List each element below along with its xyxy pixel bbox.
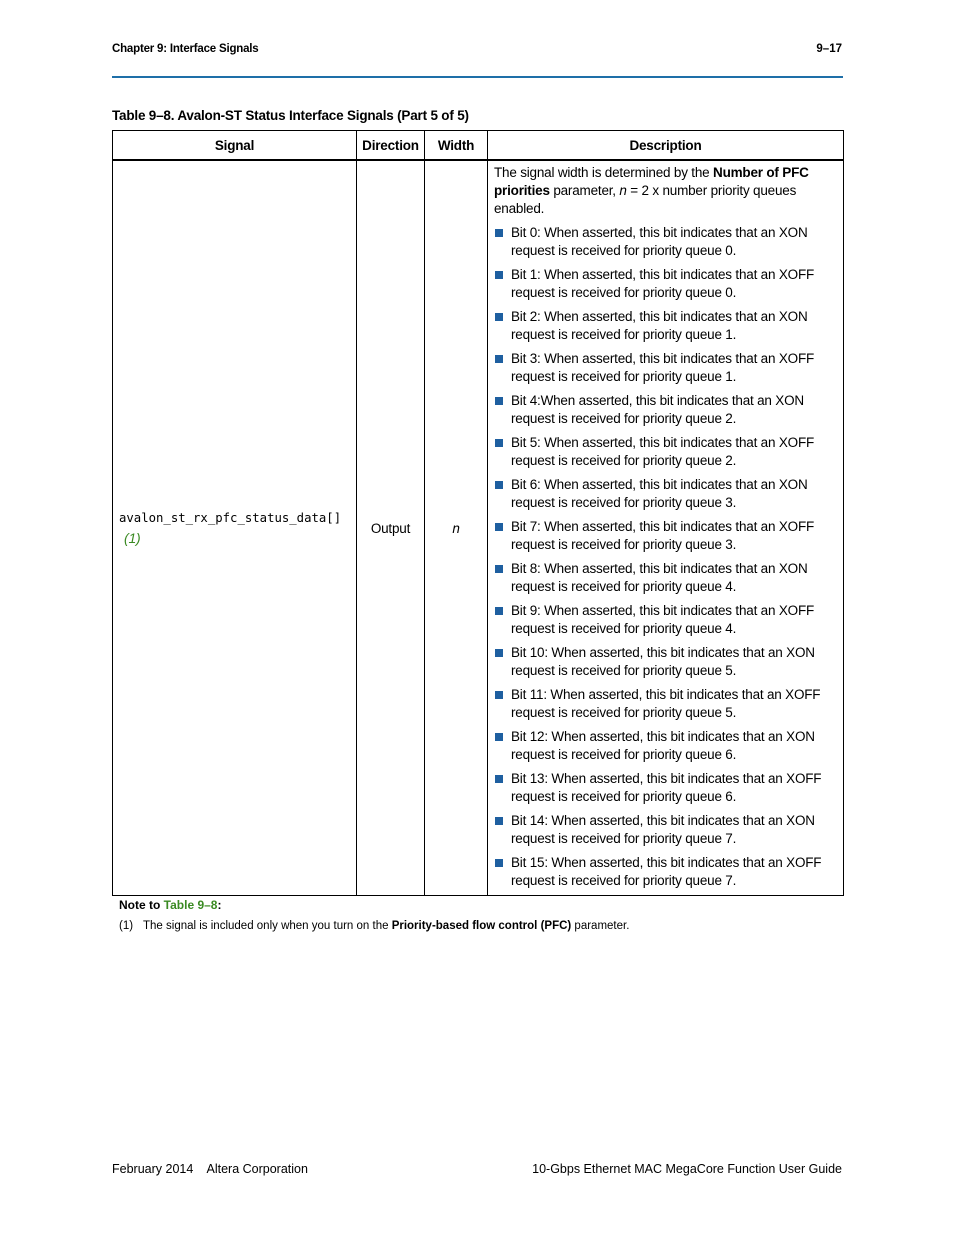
bit-item: Bit 15: When asserted, this bit indicates that an XOFF request is received for priority queue 7. bbox=[494, 854, 833, 890]
bit-item: Bit 9: When asserted, this bit indicates that an XOFF request is received for priority queue 4. bbox=[494, 602, 833, 638]
bit-list bbox=[494, 224, 833, 890]
width-cell bbox=[425, 160, 488, 896]
square-bullet-icon bbox=[495, 565, 503, 573]
notes-title: Note to Table 9–8: bbox=[119, 898, 222, 912]
description-cell bbox=[488, 160, 844, 896]
signal-name: avalon_st_rx_pfc_status_data[] bbox=[119, 511, 342, 525]
square-bullet-icon bbox=[495, 733, 503, 741]
square-bullet-icon bbox=[495, 607, 503, 615]
header-rule bbox=[112, 76, 843, 78]
footer-guide-title: 10-Gbps Ethernet MAC MegaCore Function User Guide bbox=[532, 1162, 842, 1176]
square-bullet-icon bbox=[495, 271, 503, 279]
note-item: (1) The signal is included only when you turn on the Priority-based flow control (PFC) parameter. bbox=[119, 920, 630, 932]
page-number: 9–17 bbox=[816, 43, 842, 55]
footer-date-company: February 2014 Altera Corporation bbox=[112, 1162, 308, 1176]
bit-item: Bit 1: When asserted, this bit indicates that an XOFF request is received for priority queue 0. bbox=[494, 266, 833, 302]
table-header-row bbox=[113, 131, 844, 161]
bit-item: Bit 3: When asserted, this bit indicates that an XOFF request is received for priority queue 1. bbox=[494, 350, 833, 386]
square-bullet-icon bbox=[495, 817, 503, 825]
table-link[interactable]: Table 9–8 bbox=[163, 898, 218, 912]
col-header-description: Description bbox=[488, 131, 844, 161]
square-bullet-icon bbox=[495, 523, 503, 531]
bit-item: Bit 6: When asserted, this bit indicates that an XON request is received for priority queue 3. bbox=[494, 476, 833, 512]
square-bullet-icon bbox=[495, 397, 503, 405]
square-bullet-icon bbox=[495, 775, 503, 783]
bit-item: Bit 2: When asserted, this bit indicates that an XON request is received for priority queue 1. bbox=[494, 308, 833, 344]
square-bullet-icon bbox=[495, 439, 503, 447]
chapter-title: Chapter 9: Interface Signals bbox=[112, 43, 259, 55]
col-header-width: Width bbox=[425, 131, 488, 161]
bit-item: Bit 12: When asserted, this bit indicates that an XON request is received for priority queue 6. bbox=[494, 728, 833, 764]
bit-item: Bit 5: When asserted, this bit indicates that an XOFF request is received for priority queue 2. bbox=[494, 434, 833, 470]
bit-item: Bit 13: When asserted, this bit indicates that an XOFF request is received for priority queue 6. bbox=[494, 770, 833, 806]
bit-item: Bit 14: When asserted, this bit indicates that an XON request is received for priority queue 7. bbox=[494, 812, 833, 848]
table-caption: Table 9–8. Avalon-ST Status Interface Signals (Part 5 of 5) bbox=[112, 108, 469, 123]
signals-table bbox=[112, 130, 844, 896]
signal-cell bbox=[113, 160, 357, 896]
square-bullet-icon bbox=[495, 481, 503, 489]
square-bullet-icon bbox=[495, 355, 503, 363]
description-intro: The signal width is determined by the Number of PFC priorities parameter, n = 2 x number priority queues enabled. bbox=[494, 165, 809, 216]
bit-item: Bit 8: When asserted, this bit indicates that an XON request is received for priority queue 4. bbox=[494, 560, 833, 596]
bit-item: Bit 0: When asserted, this bit indicates that an XON request is received for priority queue 0. bbox=[494, 224, 833, 260]
col-header-signal: Signal bbox=[113, 131, 357, 161]
bit-item: Bit 4:When asserted, this bit indicates that an XON request is received for priority queue 2. bbox=[494, 392, 833, 428]
direction-cell: Output bbox=[357, 160, 425, 896]
square-bullet-icon bbox=[495, 859, 503, 867]
signal-note-link[interactable]: (1) bbox=[124, 530, 141, 546]
square-bullet-icon bbox=[495, 313, 503, 321]
square-bullet-icon bbox=[495, 229, 503, 237]
table-row bbox=[113, 160, 844, 896]
square-bullet-icon bbox=[495, 649, 503, 657]
bit-item: Bit 7: When asserted, this bit indicates that an XOFF request is received for priority queue 3. bbox=[494, 518, 833, 554]
bit-item: Bit 10: When asserted, this bit indicates that an XON request is received for priority queue 5. bbox=[494, 644, 833, 680]
square-bullet-icon bbox=[495, 691, 503, 699]
bit-item: Bit 11: When asserted, this bit indicates that an XOFF request is received for priority queue 5. bbox=[494, 686, 833, 722]
width-value: n bbox=[452, 520, 460, 536]
col-header-direction: Direction bbox=[357, 131, 425, 161]
